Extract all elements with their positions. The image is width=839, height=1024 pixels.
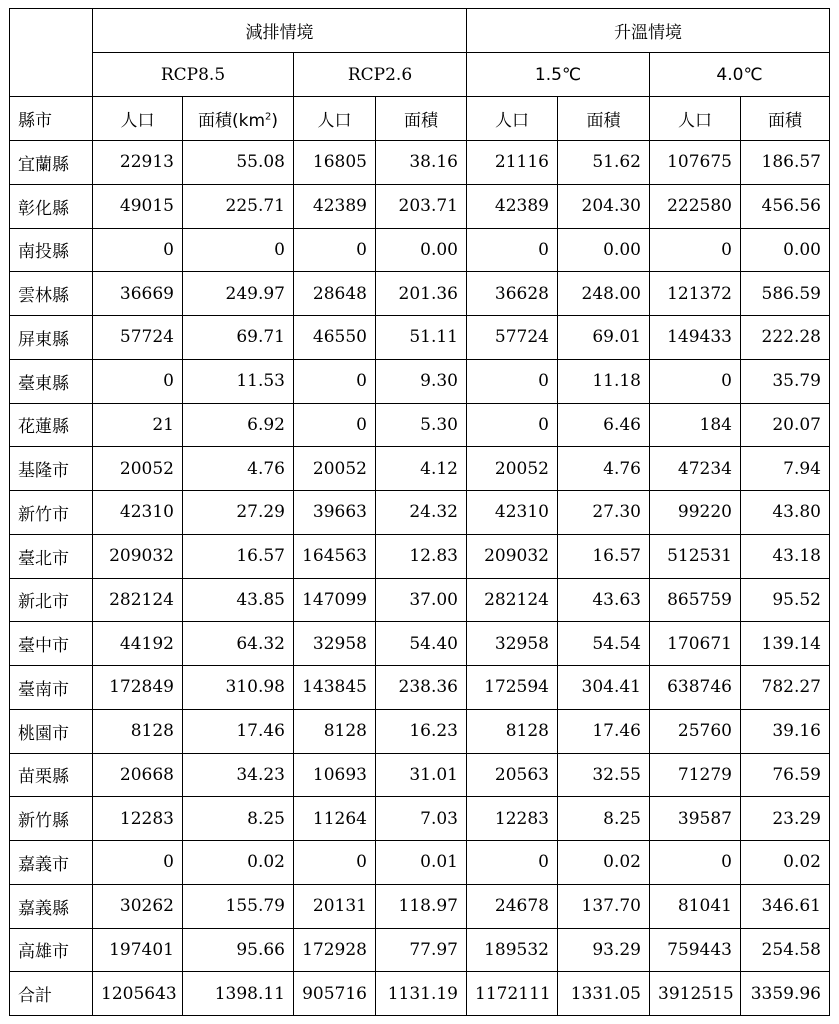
population-cell: 20131 xyxy=(294,884,376,928)
table-row xyxy=(10,578,830,622)
area-cell: 31.01 xyxy=(376,753,467,797)
population-cell: 282124 xyxy=(467,578,558,622)
population-cell: 10693 xyxy=(294,753,376,797)
population-cell: 36628 xyxy=(467,272,558,316)
area-cell: 16.57 xyxy=(183,534,294,578)
table-row xyxy=(10,753,830,797)
population-cell: 42310 xyxy=(467,491,558,535)
area-cell: 7.94 xyxy=(741,447,830,491)
population-cell: 0 xyxy=(650,228,741,272)
county-name-cell: 臺中市 xyxy=(10,622,93,666)
area-cell: 34.23 xyxy=(183,753,294,797)
area-cell: 186.57 xyxy=(741,141,830,185)
population-cell: 759443 xyxy=(650,928,741,972)
area-cell: 43.85 xyxy=(183,578,294,622)
population-cell: 1205643 xyxy=(93,972,183,1016)
county-name-cell: 基隆市 xyxy=(10,447,93,491)
table-row xyxy=(10,797,830,841)
population-cell: 121372 xyxy=(650,272,741,316)
population-cell: 8128 xyxy=(93,709,183,753)
table-body xyxy=(10,141,830,1016)
table-row xyxy=(10,228,830,272)
area-cell: 17.46 xyxy=(183,709,294,753)
county-name-cell: 花蓮縣 xyxy=(10,403,93,447)
table-row xyxy=(10,272,830,316)
area-cell: 4.76 xyxy=(558,447,650,491)
area-cell: 20.07 xyxy=(741,403,830,447)
population-cell: 905716 xyxy=(294,972,376,1016)
county-name-cell: 新竹縣 xyxy=(10,797,93,841)
column-header-population: 人口 xyxy=(467,97,558,141)
population-cell: 107675 xyxy=(650,141,741,185)
area-cell: 0.02 xyxy=(741,841,830,885)
population-cell: 197401 xyxy=(93,928,183,972)
county-name-cell: 合計 xyxy=(10,972,93,1016)
population-cell: 39663 xyxy=(294,491,376,535)
population-cell: 11264 xyxy=(294,797,376,841)
area-cell: 1131.19 xyxy=(376,972,467,1016)
corner-cell xyxy=(10,9,93,97)
column-header-population: 人口 xyxy=(650,97,741,141)
population-cell: 8128 xyxy=(294,709,376,753)
population-cell: 46550 xyxy=(294,316,376,360)
population-cell: 12283 xyxy=(467,797,558,841)
table-row xyxy=(10,403,830,447)
population-cell: 25760 xyxy=(650,709,741,753)
population-cell: 170671 xyxy=(650,622,741,666)
column-header-area: 面積 xyxy=(558,97,650,141)
area-cell: 37.00 xyxy=(376,578,467,622)
population-cell: 44192 xyxy=(93,622,183,666)
county-name-cell: 新北市 xyxy=(10,578,93,622)
column-header-population: 人口 xyxy=(294,97,376,141)
area-cell: 0.00 xyxy=(558,228,650,272)
area-cell: 54.40 xyxy=(376,622,467,666)
area-cell: 0.00 xyxy=(741,228,830,272)
area-cell: 249.97 xyxy=(183,272,294,316)
population-cell: 20052 xyxy=(294,447,376,491)
population-cell: 164563 xyxy=(294,534,376,578)
table-row xyxy=(10,709,830,753)
population-cell: 0 xyxy=(467,228,558,272)
county-name-cell: 屏東縣 xyxy=(10,316,93,360)
population-cell: 57724 xyxy=(93,316,183,360)
county-name-cell: 臺南市 xyxy=(10,666,93,710)
population-cell: 1172111 xyxy=(467,972,558,1016)
county-name-cell: 臺東縣 xyxy=(10,359,93,403)
population-cell: 172594 xyxy=(467,666,558,710)
area-cell: 23.29 xyxy=(741,797,830,841)
area-cell: 586.59 xyxy=(741,272,830,316)
area-cell: 16.57 xyxy=(558,534,650,578)
data-table xyxy=(9,8,830,1016)
group-header-mitigation: 減排情境 xyxy=(93,9,467,53)
population-cell: 0 xyxy=(467,841,558,885)
area-cell: 8.25 xyxy=(183,797,294,841)
population-cell: 0 xyxy=(93,359,183,403)
table-row xyxy=(10,534,830,578)
population-cell: 209032 xyxy=(93,534,183,578)
population-cell: 22913 xyxy=(93,141,183,185)
table-row xyxy=(10,928,830,972)
area-cell: 51.11 xyxy=(376,316,467,360)
population-cell: 30262 xyxy=(93,884,183,928)
area-cell: 7.03 xyxy=(376,797,467,841)
area-cell: 225.71 xyxy=(183,184,294,228)
population-cell: 0 xyxy=(294,841,376,885)
area-cell: 64.32 xyxy=(183,622,294,666)
area-cell: 17.46 xyxy=(558,709,650,753)
population-cell: 172928 xyxy=(294,928,376,972)
population-cell: 0 xyxy=(294,359,376,403)
area-cell: 204.30 xyxy=(558,184,650,228)
area-cell: 54.54 xyxy=(558,622,650,666)
population-cell: 32958 xyxy=(294,622,376,666)
table-row xyxy=(10,491,830,535)
area-cell: 8.25 xyxy=(558,797,650,841)
column-header-population: 人口 xyxy=(93,97,183,141)
area-cell: 16.23 xyxy=(376,709,467,753)
area-cell: 76.59 xyxy=(741,753,830,797)
population-cell: 49015 xyxy=(93,184,183,228)
area-cell: 456.56 xyxy=(741,184,830,228)
population-cell: 0 xyxy=(650,359,741,403)
county-name-cell: 新竹市 xyxy=(10,491,93,535)
population-cell: 149433 xyxy=(650,316,741,360)
area-cell: 69.01 xyxy=(558,316,650,360)
population-cell: 81041 xyxy=(650,884,741,928)
population-cell: 42389 xyxy=(294,184,376,228)
area-cell: 11.18 xyxy=(558,359,650,403)
area-cell: 35.79 xyxy=(741,359,830,403)
county-name-cell: 苗栗縣 xyxy=(10,753,93,797)
population-cell: 189532 xyxy=(467,928,558,972)
population-cell: 184 xyxy=(650,403,741,447)
area-cell: 254.58 xyxy=(741,928,830,972)
county-name-cell: 臺北市 xyxy=(10,534,93,578)
county-name-cell: 雲林縣 xyxy=(10,272,93,316)
county-name-cell: 嘉義縣 xyxy=(10,884,93,928)
area-cell: 222.28 xyxy=(741,316,830,360)
area-cell: 43.80 xyxy=(741,491,830,535)
population-cell: 42310 xyxy=(93,491,183,535)
scenario-header-1-5c: 1.5℃ xyxy=(467,53,650,97)
table-row xyxy=(10,884,830,928)
population-cell: 20668 xyxy=(93,753,183,797)
population-cell: 0 xyxy=(467,403,558,447)
population-cell: 20052 xyxy=(467,447,558,491)
area-cell: 93.29 xyxy=(558,928,650,972)
area-cell: 95.66 xyxy=(183,928,294,972)
population-cell: 222580 xyxy=(650,184,741,228)
area-cell: 139.14 xyxy=(741,622,830,666)
population-cell: 21116 xyxy=(467,141,558,185)
area-cell: 24.32 xyxy=(376,491,467,535)
area-cell: 6.46 xyxy=(558,403,650,447)
population-cell: 57724 xyxy=(467,316,558,360)
area-cell: 1398.11 xyxy=(183,972,294,1016)
area-cell: 69.71 xyxy=(183,316,294,360)
area-cell: 304.41 xyxy=(558,666,650,710)
county-name-cell: 嘉義市 xyxy=(10,841,93,885)
area-cell: 32.55 xyxy=(558,753,650,797)
population-cell: 638746 xyxy=(650,666,741,710)
area-cell: 118.97 xyxy=(376,884,467,928)
county-name-cell: 高雄市 xyxy=(10,928,93,972)
area-unit-close: ) xyxy=(271,111,279,131)
scenario-header-4-0c: 4.0℃ xyxy=(650,53,830,97)
area-cell: 4.12 xyxy=(376,447,467,491)
table-row xyxy=(10,316,830,360)
population-cell: 24678 xyxy=(467,884,558,928)
county-name-cell: 南投縣 xyxy=(10,228,93,272)
population-cell: 99220 xyxy=(650,491,741,535)
table-row xyxy=(10,359,830,403)
area-cell: 77.97 xyxy=(376,928,467,972)
population-cell: 36669 xyxy=(93,272,183,316)
population-cell: 47234 xyxy=(650,447,741,491)
population-cell: 71279 xyxy=(650,753,741,797)
area-cell: 248.00 xyxy=(558,272,650,316)
area-cell: 4.76 xyxy=(183,447,294,491)
county-name-cell: 彰化縣 xyxy=(10,184,93,228)
area-cell: 38.16 xyxy=(376,141,467,185)
area-unit-superscript: 2 xyxy=(265,111,272,123)
area-cell: 43.18 xyxy=(741,534,830,578)
county-name-cell: 桃園市 xyxy=(10,709,93,753)
population-cell: 865759 xyxy=(650,578,741,622)
area-cell: 55.08 xyxy=(183,141,294,185)
area-cell: 0.00 xyxy=(376,228,467,272)
population-cell: 147099 xyxy=(294,578,376,622)
area-unit-label: 面積(km xyxy=(197,111,266,131)
area-cell: 43.63 xyxy=(558,578,650,622)
area-cell: 0.02 xyxy=(558,841,650,885)
area-cell: 9.30 xyxy=(376,359,467,403)
area-cell: 155.79 xyxy=(183,884,294,928)
column-header-area: 面積 xyxy=(376,97,467,141)
column-header-area-unit xyxy=(183,97,294,141)
population-cell: 20563 xyxy=(467,753,558,797)
population-cell: 42389 xyxy=(467,184,558,228)
population-cell: 20052 xyxy=(93,447,183,491)
area-cell: 201.36 xyxy=(376,272,467,316)
area-cell: 27.30 xyxy=(558,491,650,535)
population-cell: 0 xyxy=(294,403,376,447)
population-cell: 282124 xyxy=(93,578,183,622)
area-cell: 12.83 xyxy=(376,534,467,578)
population-cell: 0 xyxy=(467,359,558,403)
population-cell: 32958 xyxy=(467,622,558,666)
population-cell: 12283 xyxy=(93,797,183,841)
column-header-area: 面積 xyxy=(741,97,830,141)
area-cell: 11.53 xyxy=(183,359,294,403)
table-row xyxy=(10,841,830,885)
area-cell: 6.92 xyxy=(183,403,294,447)
table-row xyxy=(10,666,830,710)
area-cell: 0.01 xyxy=(376,841,467,885)
area-cell: 0 xyxy=(183,228,294,272)
population-cell: 209032 xyxy=(467,534,558,578)
population-cell: 172849 xyxy=(93,666,183,710)
area-cell: 203.71 xyxy=(376,184,467,228)
area-cell: 3359.96 xyxy=(741,972,830,1016)
population-cell: 21 xyxy=(93,403,183,447)
area-cell: 346.61 xyxy=(741,884,830,928)
area-cell: 1331.05 xyxy=(558,972,650,1016)
area-cell: 5.30 xyxy=(376,403,467,447)
county-name-cell: 宜蘭縣 xyxy=(10,141,93,185)
population-cell: 143845 xyxy=(294,666,376,710)
population-cell: 0 xyxy=(650,841,741,885)
population-cell: 0 xyxy=(93,841,183,885)
population-cell: 16805 xyxy=(294,141,376,185)
scenario-header-rcp85: RCP8.5 xyxy=(93,53,294,97)
area-cell: 782.27 xyxy=(741,666,830,710)
population-cell: 3912515 xyxy=(650,972,741,1016)
area-cell: 137.70 xyxy=(558,884,650,928)
table-row xyxy=(10,141,830,185)
population-cell: 39587 xyxy=(650,797,741,841)
area-cell: 39.16 xyxy=(741,709,830,753)
table-row xyxy=(10,447,830,491)
area-cell: 238.36 xyxy=(376,666,467,710)
area-cell: 51.62 xyxy=(558,141,650,185)
column-header-county: 縣市 xyxy=(10,97,93,141)
population-cell: 512531 xyxy=(650,534,741,578)
table-row xyxy=(10,184,830,228)
population-cell: 8128 xyxy=(467,709,558,753)
group-header-warming: 升溫情境 xyxy=(467,9,830,53)
area-cell: 95.52 xyxy=(741,578,830,622)
population-cell: 28648 xyxy=(294,272,376,316)
table-row xyxy=(10,622,830,666)
population-cell: 0 xyxy=(294,228,376,272)
area-cell: 27.29 xyxy=(183,491,294,535)
area-cell: 0.02 xyxy=(183,841,294,885)
scenario-header-rcp26: RCP2.6 xyxy=(294,53,467,97)
area-cell: 310.98 xyxy=(183,666,294,710)
population-cell: 0 xyxy=(93,228,183,272)
table-row xyxy=(10,972,830,1016)
